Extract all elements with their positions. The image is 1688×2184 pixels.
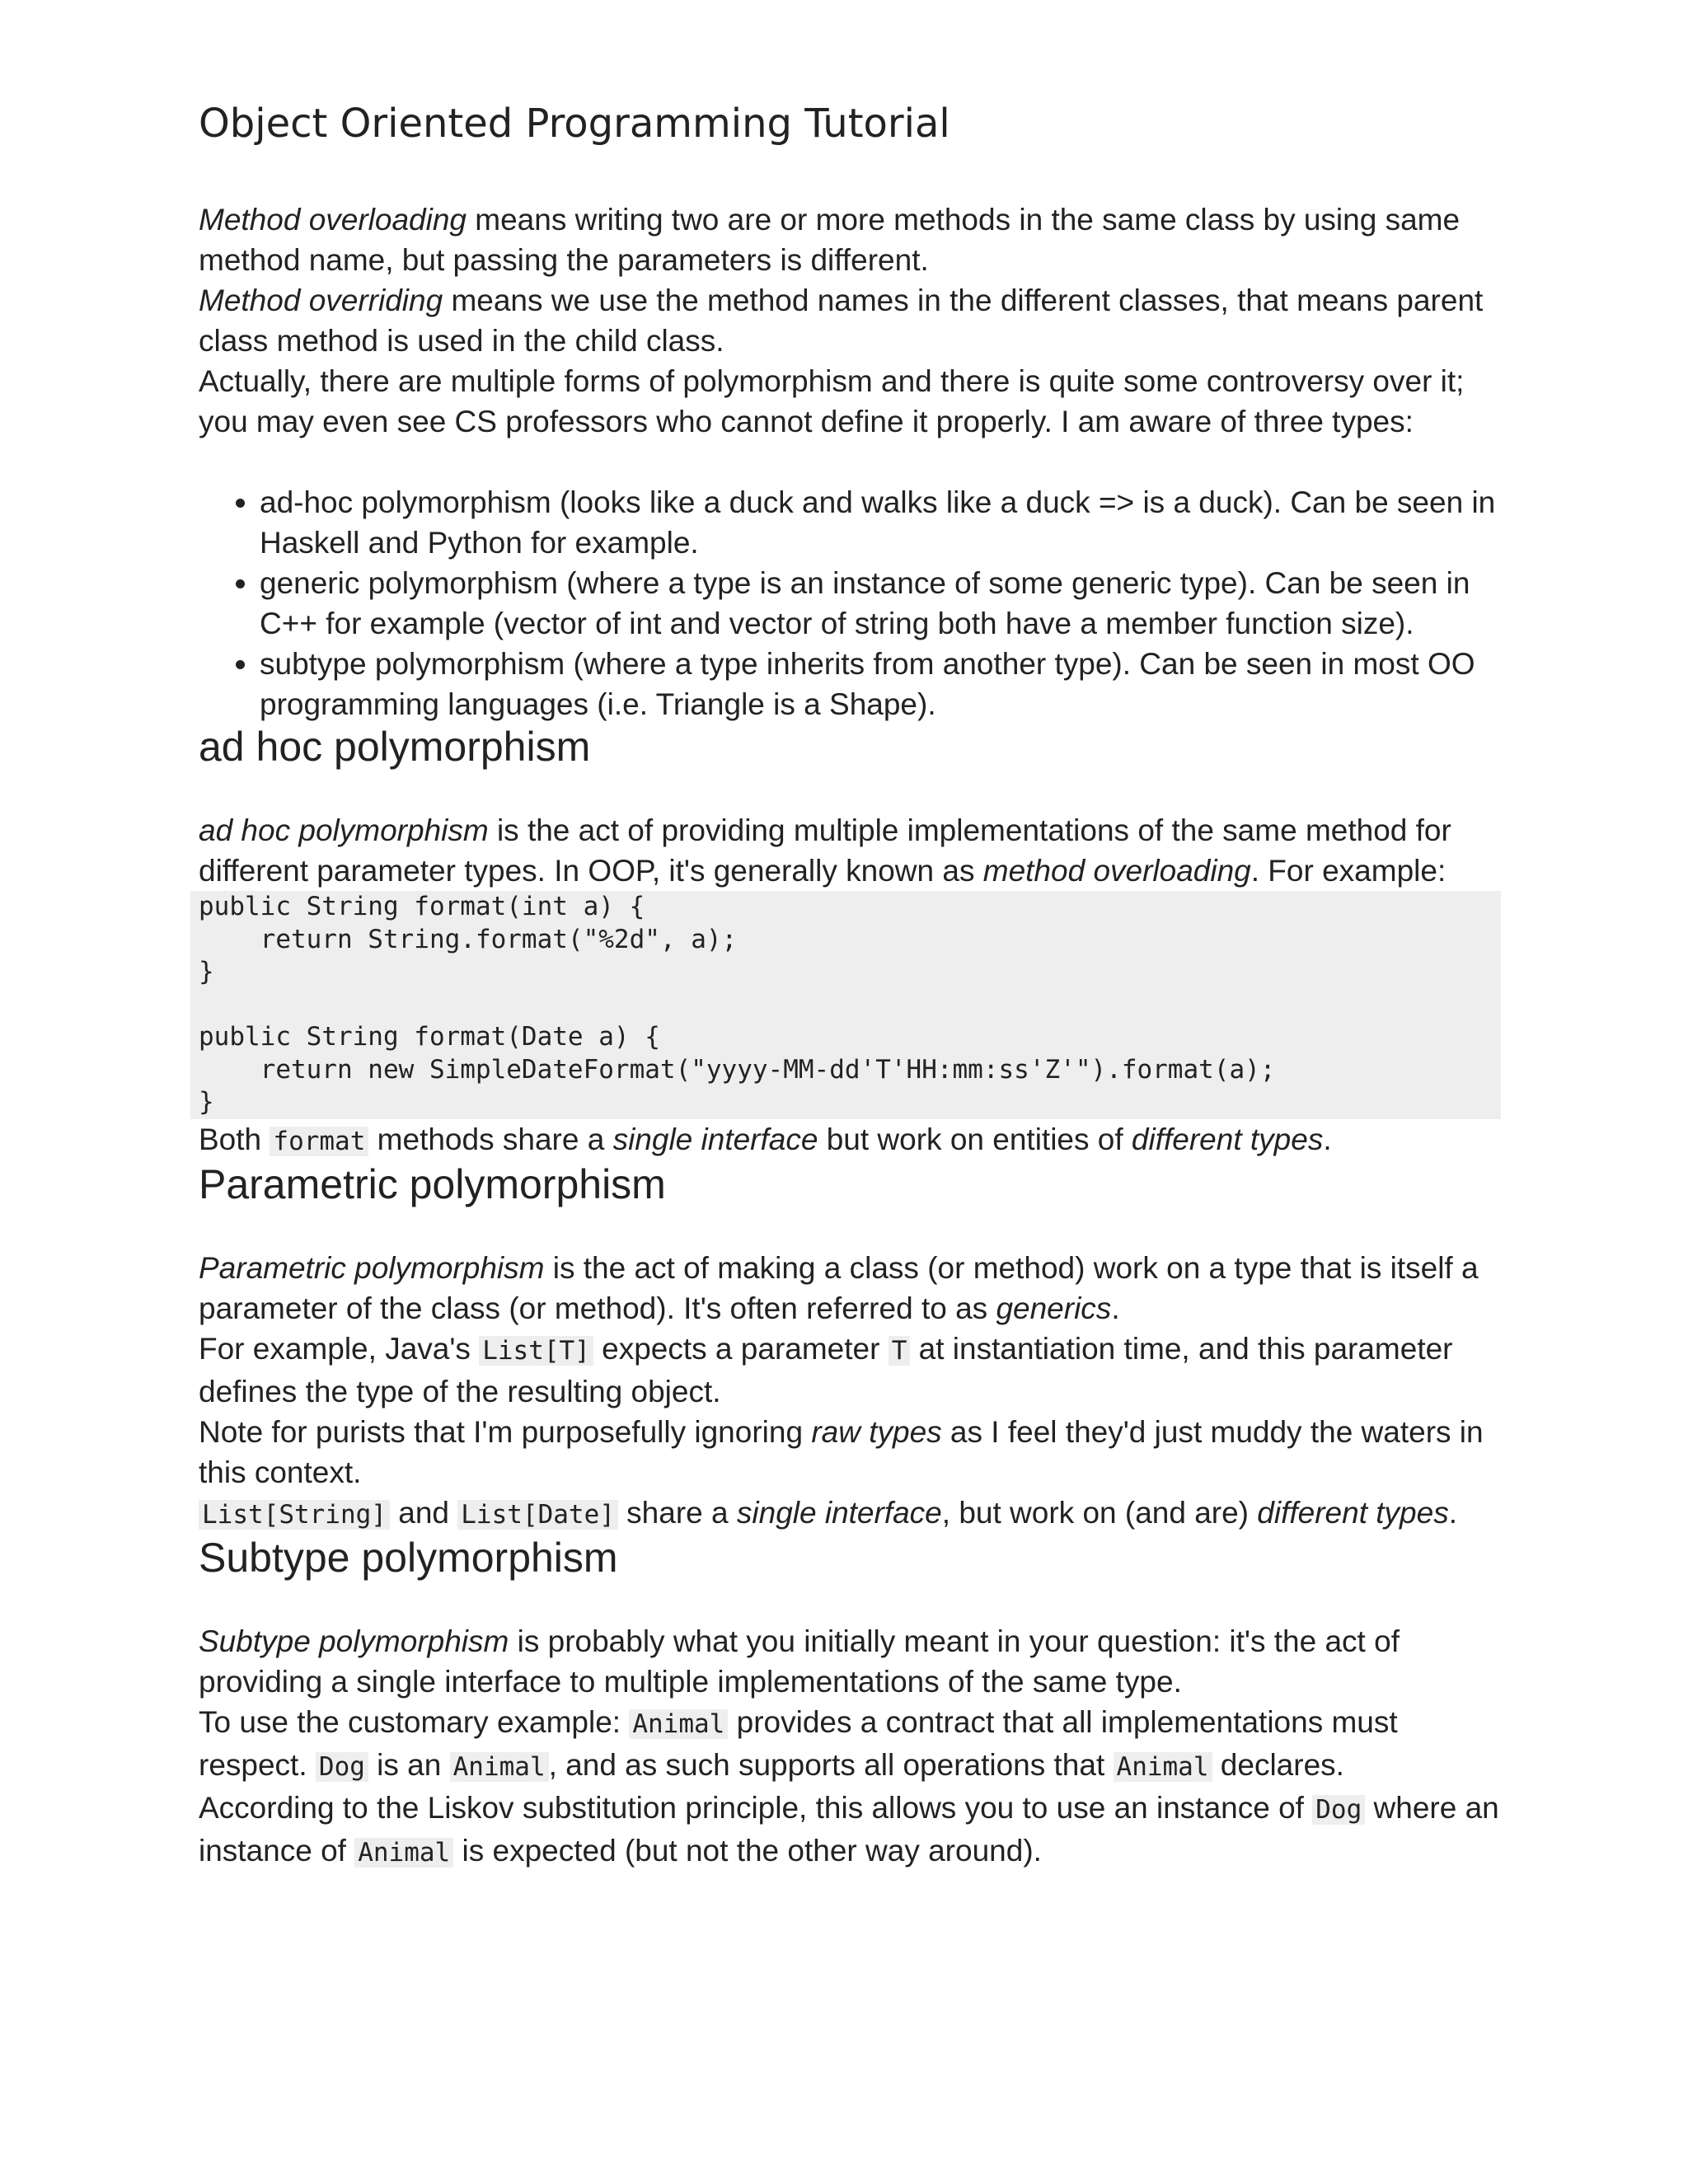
list-item: • generic polymorphism (where a type is an instance of some generic type). Can be seen in C++ for example (vector of int and vector of string both have a member function size). xyxy=(260,563,1501,644)
heading-ad-hoc: ad hoc polymorphism xyxy=(199,724,591,770)
inline-code: List[T] xyxy=(479,1336,593,1366)
document-body xyxy=(199,199,1501,1873)
paragraph-subtype-definition: Subtype polymorphism is probably what you initially meant in your question: it's the act of providing a single interface to multiple implementations of the same type. xyxy=(199,1624,1400,1699)
paragraph-parametric-note: Note for purists that I'm purposefully ignoring raw types as I feel they'd just muddy the waters in this context. xyxy=(199,1414,1484,1489)
paragraph-subtype-example: To use the customary example: Animal provides a contract that all implementations must respect. Dog is an Animal , and as such supports all operations that Animal declares. xyxy=(199,1704,1398,1782)
page-title: Object Oriented Programming Tutorial xyxy=(199,101,950,147)
inline-code: Animal xyxy=(354,1838,453,1868)
polymorphism-types-list xyxy=(199,482,1501,724)
inline-code: Dog xyxy=(1312,1795,1365,1825)
paragraph-method-overloading: Method overloading means writing two are or more methods in the same class by using same method name, but passing the parameters is different. xyxy=(199,203,1461,277)
list-item: • subtype polymorphism (where a type inherits from another type). Can be seen in most OO programming languages (i.e. Triangle is a Shape). xyxy=(260,644,1501,724)
term-method-overriding: Method overriding xyxy=(199,284,443,317)
inline-code: Dog xyxy=(316,1752,368,1782)
inline-code: List[Date] xyxy=(457,1500,618,1530)
code-block-format-methods: public String format(int a) { return String.format("%2d", a); } public String format(Date a) { return new SimpleDateFormat("yyyy-MM-dd'T'HH:mm:ss'Z'").format(a); } xyxy=(190,891,1501,1119)
list-item: • ad-hoc polymorphism (looks like a duck and walks like a duck => is a duck). Can be seen in Haskell and Python for example. xyxy=(260,482,1501,563)
inline-code: T xyxy=(889,1336,911,1366)
paragraph-liskov: According to the Liskov substitution principle, this allows you to use an instance of Dog where an instance of Animal is expected (but not the other way around). xyxy=(199,1790,1499,1868)
heading-parametric: Parametric polymorphism xyxy=(199,1160,666,1207)
inline-code: Animal xyxy=(1114,1752,1212,1782)
paragraph-ad-hoc-summary: Both format methods share a single interface but work on entities of different types. xyxy=(199,1122,1332,1156)
paragraph-parametric-definition: Parametric polymorphism is the act of making a class (or method) work on a type that is itself a parameter of the class (or method). It's often referred to as generics. xyxy=(199,1250,1479,1325)
paragraph-parametric-summary: List[String] and List[Date] share a single interface, but work on (and are) different types. xyxy=(199,1493,1501,1535)
paragraph-forms-of-polymorphism: Actually, there are multiple forms of polymorphism and there is quite some controversy over it; you may even see CS professors who cannot define it properly. I am aware of three types: xyxy=(199,364,1465,438)
heading-subtype: Subtype polymorphism xyxy=(199,1534,618,1581)
paragraph-parametric-example: For example, Java's List[T] expects a parameter T at instantiation time, and this parameter defines the type of the resulting object. xyxy=(199,1331,1453,1408)
inline-code: Animal xyxy=(629,1709,728,1739)
inline-code: List[String] xyxy=(199,1500,390,1530)
term-method-overloading: Method overloading xyxy=(199,203,467,237)
paragraph-method-overriding: Method overriding means we use the method names in the different classes, that means parent class method is used in the child class. xyxy=(199,284,1484,358)
paragraph-ad-hoc-definition: ad hoc polymorphism is the act of providing multiple implementations of the same method for different parameter types. In OOP, it's generally known as method overloading. For example: xyxy=(199,813,1451,888)
inline-code: format xyxy=(270,1127,368,1156)
inline-code: Animal xyxy=(450,1752,549,1782)
